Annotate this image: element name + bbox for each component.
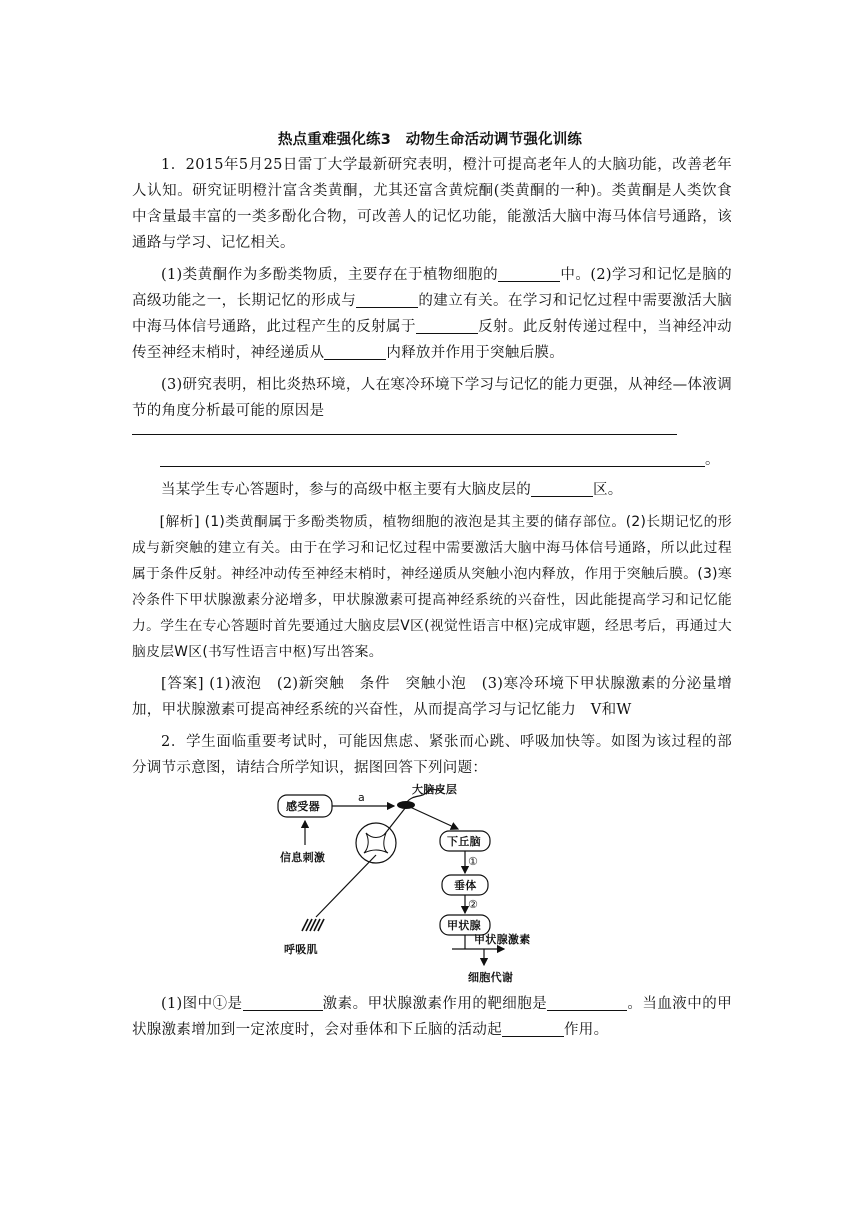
q1-part4-text-a: 当某学生专心答题时，参与的高级中枢主要有大脑皮层的	[161, 482, 531, 498]
q1-part3: (3)研究表明，相比炎热环境，人在寒冷环境下学习与记忆的能力更强，从神经—体液调节的角度分析最可能的原因是	[132, 377, 732, 419]
motor-nerve	[316, 855, 376, 917]
receptor-label: 感受器	[286, 800, 320, 813]
q1-part1-text-a: (1)类黄酮作为多酚类物质，主要存在于植物细胞的	[161, 267, 499, 283]
q1-part3-end: 。	[705, 452, 720, 468]
cortex-to-hypothalamus-arrow	[410, 807, 458, 829]
q1-part1-text-b: 中。(2)学习和记忆是脑的高级功能之一，长期记忆的形成与	[132, 267, 732, 309]
q1-part4-text-b: 区。	[593, 482, 623, 498]
answer-blank[interactable]	[243, 994, 323, 1011]
answer-text: (1)液泡 (2)新突触 条件 突触小泡 (3)寒冷环境下甲状腺激素的分泌量增加，甲状腺激素可提高神经系统的兴奋性，从而提高学习与记忆能力 V和W	[132, 676, 732, 718]
step2-label: ②	[468, 898, 479, 911]
page-title: 热点重难强化练3 动物生命活动调节强化训练	[277, 132, 583, 148]
answer-line[interactable]	[160, 466, 705, 467]
q2-part1-text-b: 激素。甲状腺激素作用的靶细胞是	[322, 996, 548, 1012]
pituitary-label: 垂体	[454, 879, 477, 892]
q1-part4	[132, 477, 732, 503]
q2-part1-text-d: 作用。	[564, 1022, 609, 1038]
q2-part1-text-a: (1)图中①是	[161, 996, 243, 1012]
hormone-label: 甲状腺激素	[474, 933, 531, 946]
document-body	[132, 152, 732, 1043]
analysis-text: (1)类黄酮属于多酚类物质，植物细胞的液泡是其主要的储存部位。(2)长期记忆的形成与新突触的建立有关。由于在学习和记忆过程中需要激活大脑中海马体信号通路，所以此过程属于条件反射。神经冲动传至神经末梢时，神经递质从突触小泡内释放，作用于突触后膜。(3)寒冷条件下甲状腺激素分泌增多，甲状腺激素可提高神经系统的兴奋性，因此能提高学习和记忆能力。学生在专心答题时首先要通过大脑皮层V区(视觉性语言中枢)完成审题，经思考后，再通过大脑皮层W区(书写性语言中枢)写出答案。	[132, 514, 732, 660]
answer-blank[interactable]	[356, 291, 418, 308]
stimulus-label: 信息刺激	[280, 851, 326, 864]
answer-line[interactable]	[132, 434, 677, 435]
answer-blank[interactable]	[498, 265, 560, 282]
step1-label: ①	[468, 855, 479, 868]
q1-part1-text-c: 的建立有关。在学习和记忆过程中需要激活大脑中海马体信号通路，此过程产生的反射属于	[132, 293, 732, 335]
analysis-tag: [解析]	[159, 514, 200, 530]
answer-blank[interactable]	[547, 994, 627, 1011]
thyroid-label: 甲状腺	[447, 919, 481, 932]
q1-part1-text-e: 内释放并作用于突触后膜。	[386, 345, 565, 361]
hypothalamus-label: 下丘脑	[447, 835, 481, 848]
q1-part1-text-d: 反射。此反射传递过程中，当神经冲动传至神经末梢时，神经递质从	[132, 319, 732, 361]
answer-line-row	[160, 447, 732, 467]
q1-intro: 1．2015年5月25日雷丁大学最新研究表明，橙汁可提高老年人的大脑功能，改善老年人认知。研究证明橙汁富含类黄酮，尤其还富含黄烷酮(类黄酮的一种)。类黄酮是人类饮食中含量最丰富的一类多酚化合物，可改善人的记忆功能，能激活大脑中海马体信号通路，该通路与学习、记忆相关。	[132, 157, 732, 251]
cortex-label: 大脑皮层	[412, 783, 458, 796]
q1-answer	[132, 671, 732, 723]
muscle-label: 呼吸肌	[284, 943, 318, 956]
metabolism-label: 细胞代谢	[468, 971, 514, 984]
pathway-a-label: a	[358, 791, 366, 804]
q1-part1	[132, 262, 732, 366]
descending-nerve	[384, 807, 406, 835]
q2-part1	[132, 991, 732, 1043]
answer-blank[interactable]	[531, 480, 593, 497]
answer-blank[interactable]	[324, 343, 386, 360]
answer-blank[interactable]	[416, 317, 478, 334]
q2-part1-text-c: 。当血液中的甲状腺激素增加到一定浓度时，会对垂体和下丘脑的活动起	[132, 996, 733, 1038]
spinal-cord	[356, 823, 396, 863]
muscle-icon	[302, 919, 324, 931]
q1-analysis	[132, 509, 732, 665]
q2-intro: 2．学生面临重要考试时，可能因焦虑、紧张而心跳、呼吸加快等。如图为该过程的部分调节示意图，请结合所学知识，据图回答下列问题：	[132, 734, 732, 776]
answer-blank[interactable]	[502, 1020, 564, 1037]
regulation-diagram	[272, 781, 592, 991]
answer-tag: [答案]	[161, 676, 204, 692]
